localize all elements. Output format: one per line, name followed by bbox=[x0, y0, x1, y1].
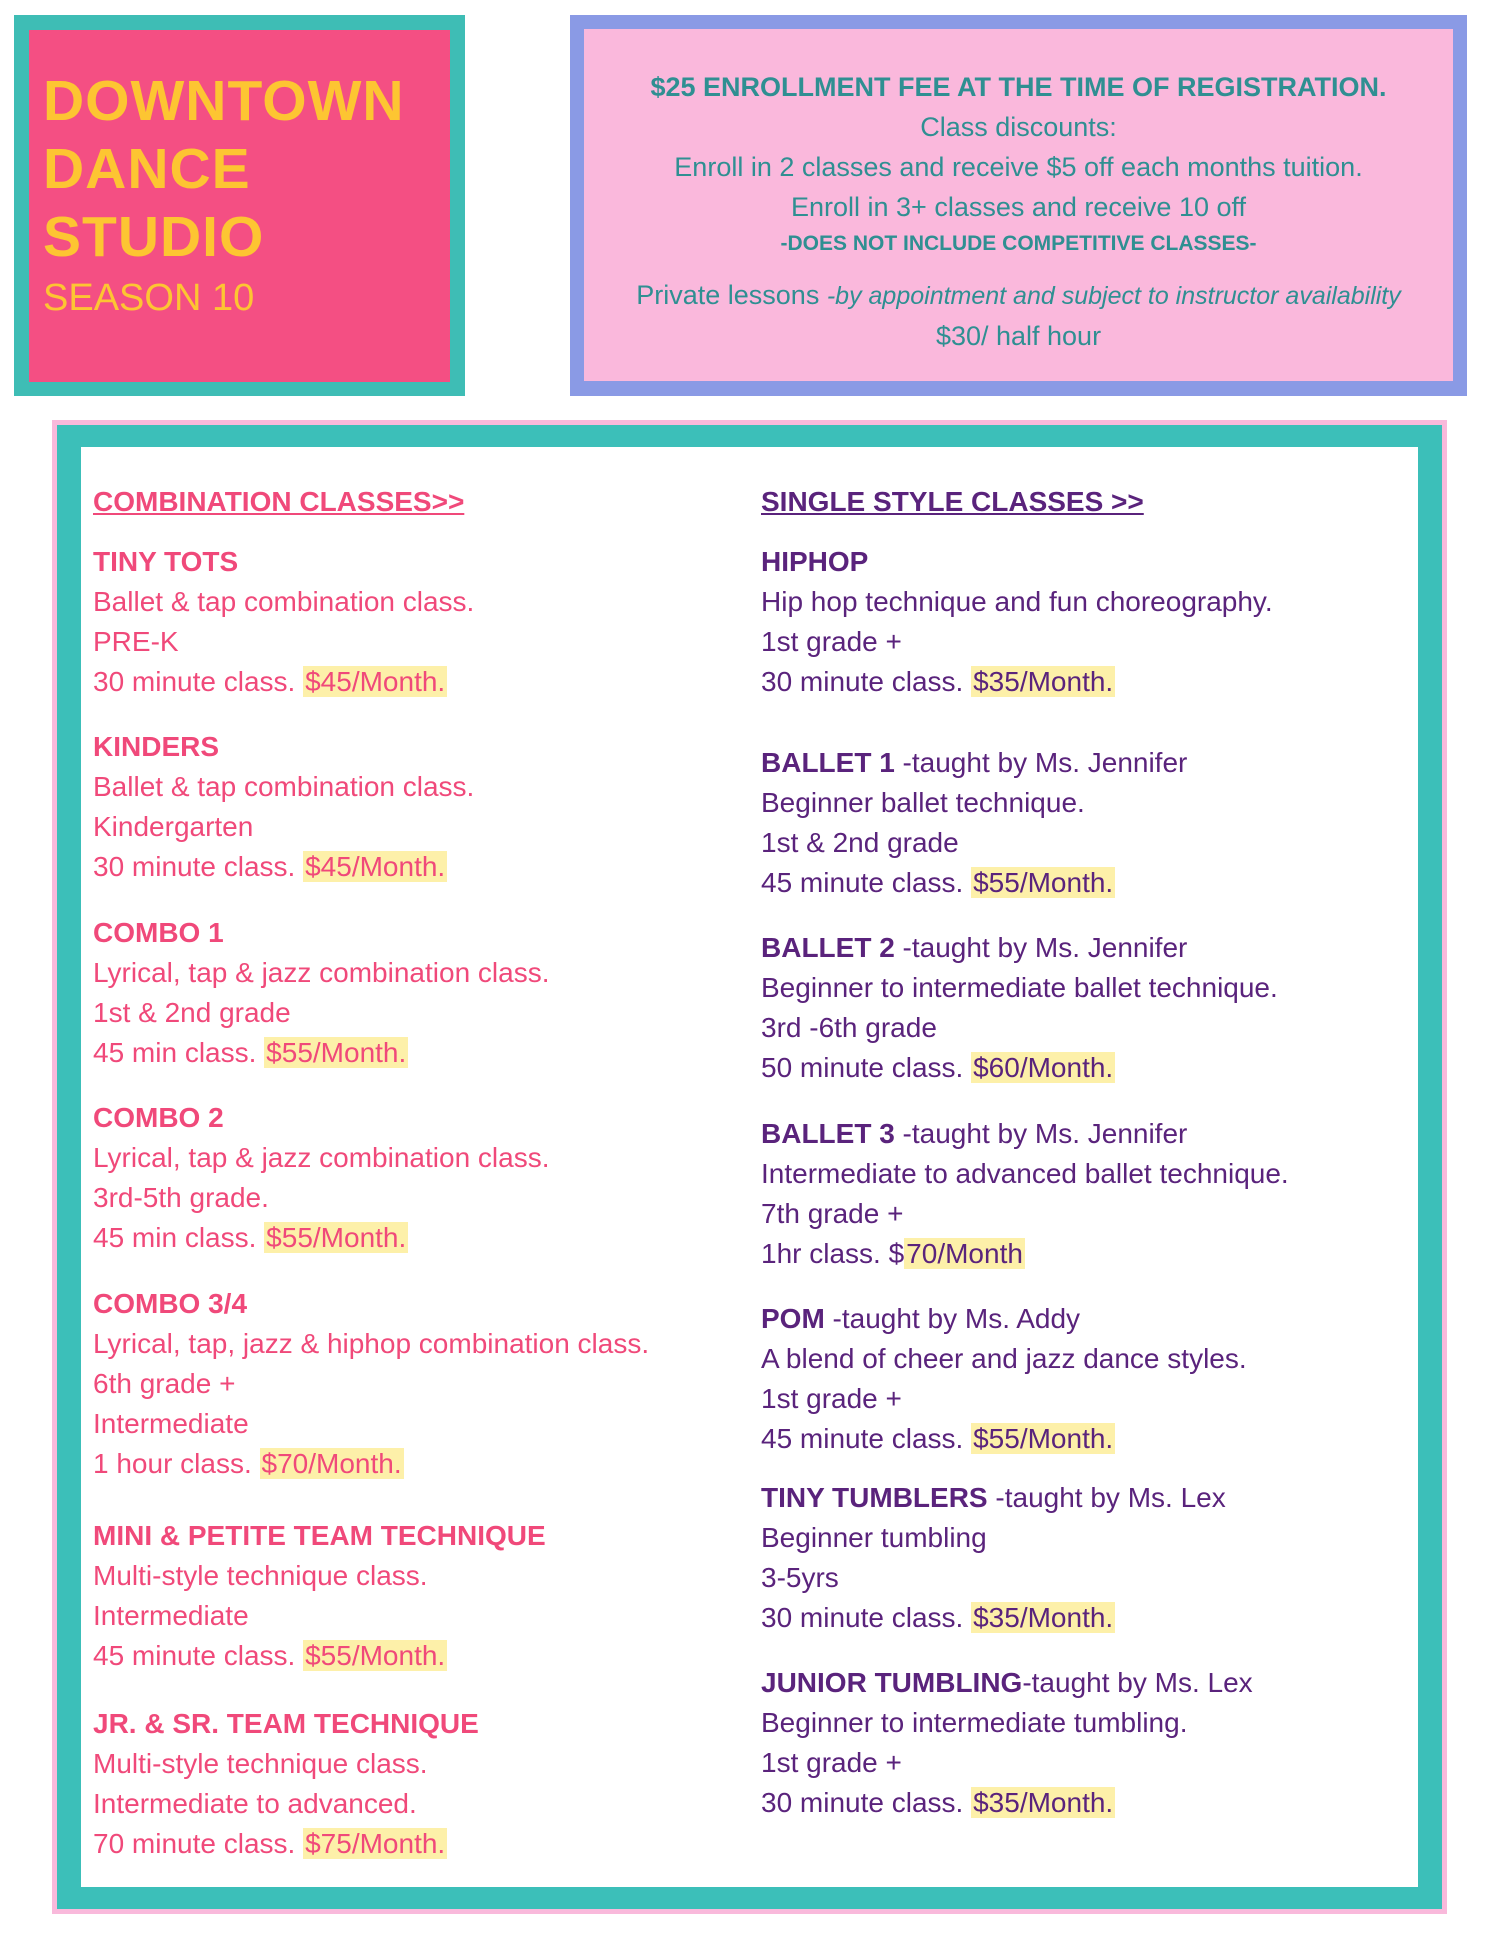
private-lessons-price: $30/ half hour bbox=[935, 321, 1102, 351]
info-box bbox=[584, 29, 1453, 381]
class-description: Beginner to intermediate tumbling. bbox=[761, 1707, 1188, 1738]
class-length bbox=[93, 1636, 546, 1676]
class-combo-2 bbox=[93, 1098, 550, 1258]
class-level: 7th grade + bbox=[761, 1198, 904, 1229]
class-description: Beginner tumbling bbox=[761, 1522, 987, 1553]
class-length bbox=[761, 1048, 1278, 1088]
class-length bbox=[761, 1598, 1226, 1638]
discounts-label: Class discounts: bbox=[920, 112, 1117, 142]
studio-title-line-2: DANCE bbox=[43, 137, 251, 201]
class-junior-tumbling bbox=[761, 1663, 1253, 1823]
class-list bbox=[81, 447, 1418, 1887]
class-duration: 45 minute class. bbox=[761, 1423, 972, 1454]
class-tiny-tumblers bbox=[761, 1478, 1226, 1638]
class-list-frame bbox=[52, 420, 1447, 1914]
class-level: 1st & 2nd grade bbox=[761, 827, 959, 858]
info-panel bbox=[570, 15, 1467, 396]
combination-heading: COMBINATION CLASSES>> bbox=[93, 486, 465, 517]
class-price: $55/Month. bbox=[305, 1640, 446, 1671]
class-description: Hip hop technique and fun choreography. bbox=[761, 586, 1273, 617]
class-price: $70/Month. bbox=[261, 1448, 402, 1479]
class-description: Multi-style technique class. bbox=[93, 1560, 428, 1591]
class-name: BALLET 1 bbox=[761, 747, 895, 778]
class-duration: 70 minute class. bbox=[93, 1828, 304, 1859]
class-combo-1 bbox=[93, 913, 550, 1073]
class-level: Kindergarten bbox=[93, 811, 254, 842]
class-name: COMBO 2 bbox=[93, 1102, 224, 1133]
class-length bbox=[761, 1783, 1253, 1823]
class-duration: 30 minute class. bbox=[761, 666, 972, 697]
class-hiphop bbox=[761, 542, 1273, 702]
class-length bbox=[761, 1234, 1289, 1274]
class-description: Lyrical, tap & jazz combination class. bbox=[93, 957, 550, 988]
class-level: Intermediate to advanced. bbox=[93, 1788, 417, 1819]
class-description: Multi-style technique class. bbox=[93, 1748, 428, 1779]
enrollment-fee: $25 ENROLLMENT FEE AT THE TIME OF REGISTRATION. bbox=[650, 72, 1387, 102]
class-price: $60/Month. bbox=[973, 1052, 1114, 1083]
class-price: 70/Month bbox=[906, 1238, 1023, 1269]
season-label: SEASON 10 bbox=[43, 277, 255, 319]
class-duration: 45 minute class. bbox=[93, 1640, 304, 1671]
class-length bbox=[93, 1033, 550, 1073]
class-price: $45/Month. bbox=[305, 666, 446, 697]
class-price: $35/Month. bbox=[973, 1787, 1114, 1818]
class-teacher: -taught by Ms. Lex bbox=[1022, 1667, 1253, 1698]
class-duration: 30 minute class. bbox=[93, 666, 304, 697]
class-price: $45/Month. bbox=[305, 851, 446, 882]
class-name: JR. & SR. TEAM TECHNIQUE bbox=[93, 1708, 479, 1739]
class-combo-3-4 bbox=[93, 1284, 649, 1484]
class-name: MINI & PETITE TEAM TECHNIQUE bbox=[93, 1520, 546, 1551]
class-title-line bbox=[761, 1114, 1289, 1154]
class-title-line bbox=[761, 542, 1273, 582]
class-price: $35/Month. bbox=[973, 666, 1114, 697]
class-title-line bbox=[761, 1299, 1247, 1339]
class-length bbox=[93, 847, 474, 887]
class-length bbox=[93, 1218, 550, 1258]
class-name: COMBO 1 bbox=[93, 917, 224, 948]
class-price: $55/Month. bbox=[973, 867, 1114, 898]
class-level: 1st & 2nd grade bbox=[93, 997, 291, 1028]
class-name: TINY TOTS bbox=[93, 546, 239, 577]
class-duration: 30 minute class. bbox=[93, 851, 304, 882]
class-name: BALLET 3 bbox=[761, 1118, 895, 1149]
class-kinders bbox=[93, 727, 474, 887]
class-name: POM bbox=[761, 1303, 825, 1334]
class-description: Intermediate to advanced ballet technique. bbox=[761, 1158, 1289, 1189]
class-name: COMBO 3/4 bbox=[93, 1288, 248, 1319]
single-style-heading: SINGLE STYLE CLASSES >> bbox=[761, 486, 1144, 517]
class-list-border bbox=[57, 425, 1442, 1909]
class-length bbox=[761, 662, 1273, 702]
class-level: PRE-K bbox=[93, 626, 179, 657]
class-duration: 50 minute class. bbox=[761, 1052, 972, 1083]
private-lessons-label: Private lessons bbox=[636, 280, 820, 310]
class-description: Ballet & tap combination class. bbox=[93, 771, 475, 802]
class-title-line bbox=[761, 743, 1187, 783]
class-description: Lyrical, tap, jazz & hiphop combination class. bbox=[93, 1328, 650, 1359]
studio-title-line-3: STUDIO bbox=[43, 205, 265, 269]
class-level: 1st grade + bbox=[761, 1747, 902, 1778]
private-lessons-note: -by appointment and subject to instructor availability bbox=[826, 282, 1401, 310]
class-description: Beginner to intermediate ballet technique. bbox=[761, 972, 1278, 1003]
class-level: 3rd-5th grade. bbox=[93, 1182, 269, 1213]
class-length bbox=[93, 1444, 649, 1484]
class-price: $35/Month. bbox=[973, 1602, 1114, 1633]
class-mini-petite-team bbox=[93, 1516, 546, 1676]
class-ballet-2 bbox=[761, 928, 1278, 1088]
class-name: HIPHOP bbox=[761, 546, 869, 577]
class-level: 1st grade + bbox=[761, 626, 902, 657]
class-skill: Intermediate bbox=[93, 1408, 249, 1439]
class-description: Beginner ballet technique. bbox=[761, 787, 1085, 818]
studio-title-line-1: DOWNTOWN bbox=[43, 69, 405, 133]
class-duration: 45 minute class. bbox=[761, 867, 972, 898]
class-price: $55/Month. bbox=[266, 1222, 407, 1253]
class-description: Lyrical, tap & jazz combination class. bbox=[93, 1142, 550, 1173]
class-duration: 1 hour class. bbox=[93, 1448, 260, 1479]
class-name: TINY TUMBLERS bbox=[761, 1482, 988, 1513]
class-duration: 30 minute class. bbox=[761, 1787, 972, 1818]
class-price: $55/Month. bbox=[973, 1423, 1114, 1454]
class-length bbox=[761, 1419, 1247, 1459]
class-title-line bbox=[761, 1478, 1226, 1518]
class-jr-sr-team bbox=[93, 1704, 479, 1864]
class-level: 3rd -6th grade bbox=[761, 1012, 937, 1043]
discount-exclusion: -DOES NOT INCLUDE COMPETITIVE CLASSES- bbox=[780, 232, 1257, 255]
class-duration: 45 min class. bbox=[93, 1222, 265, 1253]
class-price: $55/Month. bbox=[266, 1037, 407, 1068]
class-tiny-tots bbox=[93, 542, 474, 702]
class-length bbox=[93, 662, 474, 702]
class-level: 1st grade + bbox=[761, 1383, 902, 1414]
class-level: Intermediate bbox=[93, 1600, 249, 1631]
class-pom bbox=[761, 1299, 1247, 1459]
class-duration: 45 min class. bbox=[93, 1037, 265, 1068]
class-name: JUNIOR TUMBLING bbox=[761, 1667, 1023, 1698]
class-level: 3-5yrs bbox=[761, 1562, 839, 1593]
discount-three-classes: Enroll in 3+ classes and receive 10 off bbox=[790, 192, 1247, 222]
class-ballet-1 bbox=[761, 743, 1187, 903]
class-duration: 1hr class. $ bbox=[761, 1238, 905, 1269]
class-length bbox=[761, 863, 1187, 903]
class-ballet-3 bbox=[761, 1114, 1289, 1274]
title-panel bbox=[14, 15, 465, 396]
class-length bbox=[93, 1824, 479, 1864]
class-teacher: -taught by Ms. Lex bbox=[987, 1482, 1226, 1513]
discount-two-classes: Enroll in 2 classes and receive $5 off each months tuition. bbox=[674, 152, 1363, 182]
class-description: A blend of cheer and jazz dance styles. bbox=[761, 1343, 1247, 1374]
class-name: BALLET 2 bbox=[761, 932, 895, 963]
class-title-line bbox=[761, 1663, 1253, 1703]
class-level: 6th grade + bbox=[93, 1368, 236, 1399]
class-duration: 30 minute class. bbox=[761, 1602, 972, 1633]
private-lessons bbox=[584, 275, 1453, 316]
class-name: KINDERS bbox=[93, 731, 220, 762]
class-teacher: -taught by Ms. Jennifer bbox=[894, 932, 1188, 963]
title-box bbox=[29, 30, 450, 382]
class-teacher: -taught by Ms. Jennifer bbox=[894, 747, 1188, 778]
class-title-line bbox=[761, 928, 1278, 968]
class-description: Ballet & tap combination class. bbox=[93, 586, 475, 617]
class-price: $75/Month. bbox=[305, 1828, 446, 1859]
class-teacher: -taught by Ms. Addy bbox=[824, 1303, 1081, 1334]
class-teacher: -taught by Ms. Jennifer bbox=[894, 1118, 1188, 1149]
